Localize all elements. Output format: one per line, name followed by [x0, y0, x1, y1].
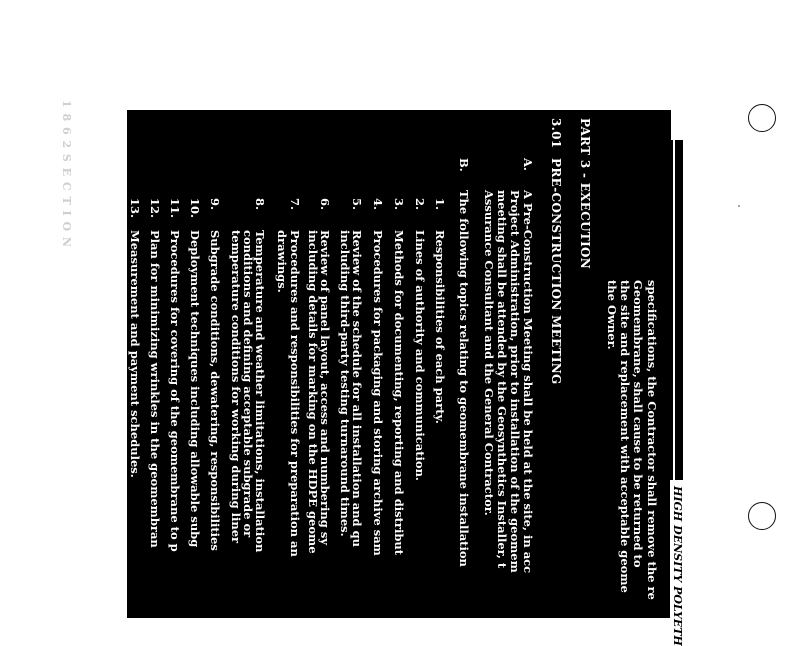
item-text: Deployment techniques including allowable subg: [188, 230, 202, 548]
item-text: Review of panel layout, access and numbering sy: [318, 230, 332, 545]
intro-line: the Owner.: [605, 280, 619, 350]
item-text: Site health and safety procedure/protocols.: [108, 230, 122, 509]
binder-hole-bottom: [748, 502, 776, 530]
para-a-line: Assurance Consultant and the General Contractor.: [482, 190, 496, 516]
item-number: 13.: [128, 198, 142, 219]
para-a-line: meeting shall be attended by the Geosynthetics Installer, t: [495, 190, 509, 569]
intro-line: Geomembrane, shall cause to be returned to: [631, 280, 645, 568]
footer-file: 1862 Section 02600 HDPE Geomembrane.doc: [47, 118, 58, 375]
item-text: conditions and defining acceptable subgrade or: [241, 230, 255, 538]
part-heading: PART 3 - EXECUTION: [578, 118, 592, 269]
item-text: Plan for minimizing wrinkles in the geomembran: [148, 230, 162, 548]
item-number: 7.: [288, 198, 302, 211]
item-number: 1.: [433, 198, 447, 211]
item-text: drawings.: [275, 230, 289, 293]
item-number: 11.: [168, 198, 182, 219]
footer-page: Section 02600-9: [47, 518, 58, 610]
item-text: Measurement and payment schedules.: [128, 230, 142, 478]
item-text: Procedures and responsibilities for preparation an: [288, 230, 302, 557]
item-text: Temperature and weather limitations, installation: [253, 230, 267, 553]
para-b-label: B.: [457, 158, 471, 172]
scan-speck: [738, 205, 740, 207]
item-number: 14.: [108, 198, 122, 219]
section-number: 3.02: [82, 118, 96, 149]
para-a-line: Project Administration, prior to installation of the geomem: [508, 190, 522, 573]
item-text: Procedures for packaging and storing archive sam: [371, 230, 385, 556]
header-title: HIGH DENSITY POLYETH: [670, 480, 684, 646]
para-a-label: A.: [521, 158, 535, 171]
ghost-text: 1 8 6 2 S E C T I O N: [60, 100, 73, 248]
item-text: Subgrade conditions, dewatering, responsibilities: [208, 230, 222, 551]
section-title: PRE-CONSTRUCTION MEETING: [549, 158, 563, 385]
item-text: including details for marking on the HDPE geome: [306, 230, 320, 554]
intro-line: specifications, the Contractor shall remove the re: [645, 280, 659, 600]
section-title: SUBGRADE PREPARATION: [82, 158, 96, 347]
item-number: 6.: [318, 198, 332, 211]
para-b-lead: The following topics relating to geomembrane installation: [457, 190, 471, 567]
item-number: 5.: [350, 198, 364, 211]
item-number: 2.: [413, 198, 427, 211]
item-text: including third-party testing turnaround times.: [338, 230, 352, 537]
binder-hole-top: [748, 104, 776, 132]
section-number: 3.01: [549, 118, 563, 149]
item-number: 12.: [148, 198, 162, 219]
item-number: 10.: [188, 198, 202, 219]
item-number: 9.: [208, 198, 222, 211]
item-text: Responsibilities of each party.: [433, 230, 447, 424]
item-text: Lines of authority and communication.: [413, 230, 427, 481]
intro-line: the site and replacement with acceptable geome: [618, 280, 632, 593]
item-number: 4.: [371, 198, 385, 211]
page-corner-cut: [671, 110, 683, 140]
para-a-line: A Pre-Construction Meeting shall be held at the site, in acc: [521, 190, 535, 574]
item-number: 8.: [253, 198, 267, 211]
rotated-document: [47, 110, 684, 646]
item-text: Review of the schedule for all installation and qu: [350, 230, 364, 548]
scanned-page: [47, 110, 684, 646]
item-text: temperature conditions for working during liner: [229, 230, 243, 544]
item-text: Procedures for covering of the geomembrane to p: [168, 230, 182, 552]
item-number: 3.: [392, 198, 406, 211]
item-text: Methods for documenting, reporting and distribut: [392, 230, 406, 556]
